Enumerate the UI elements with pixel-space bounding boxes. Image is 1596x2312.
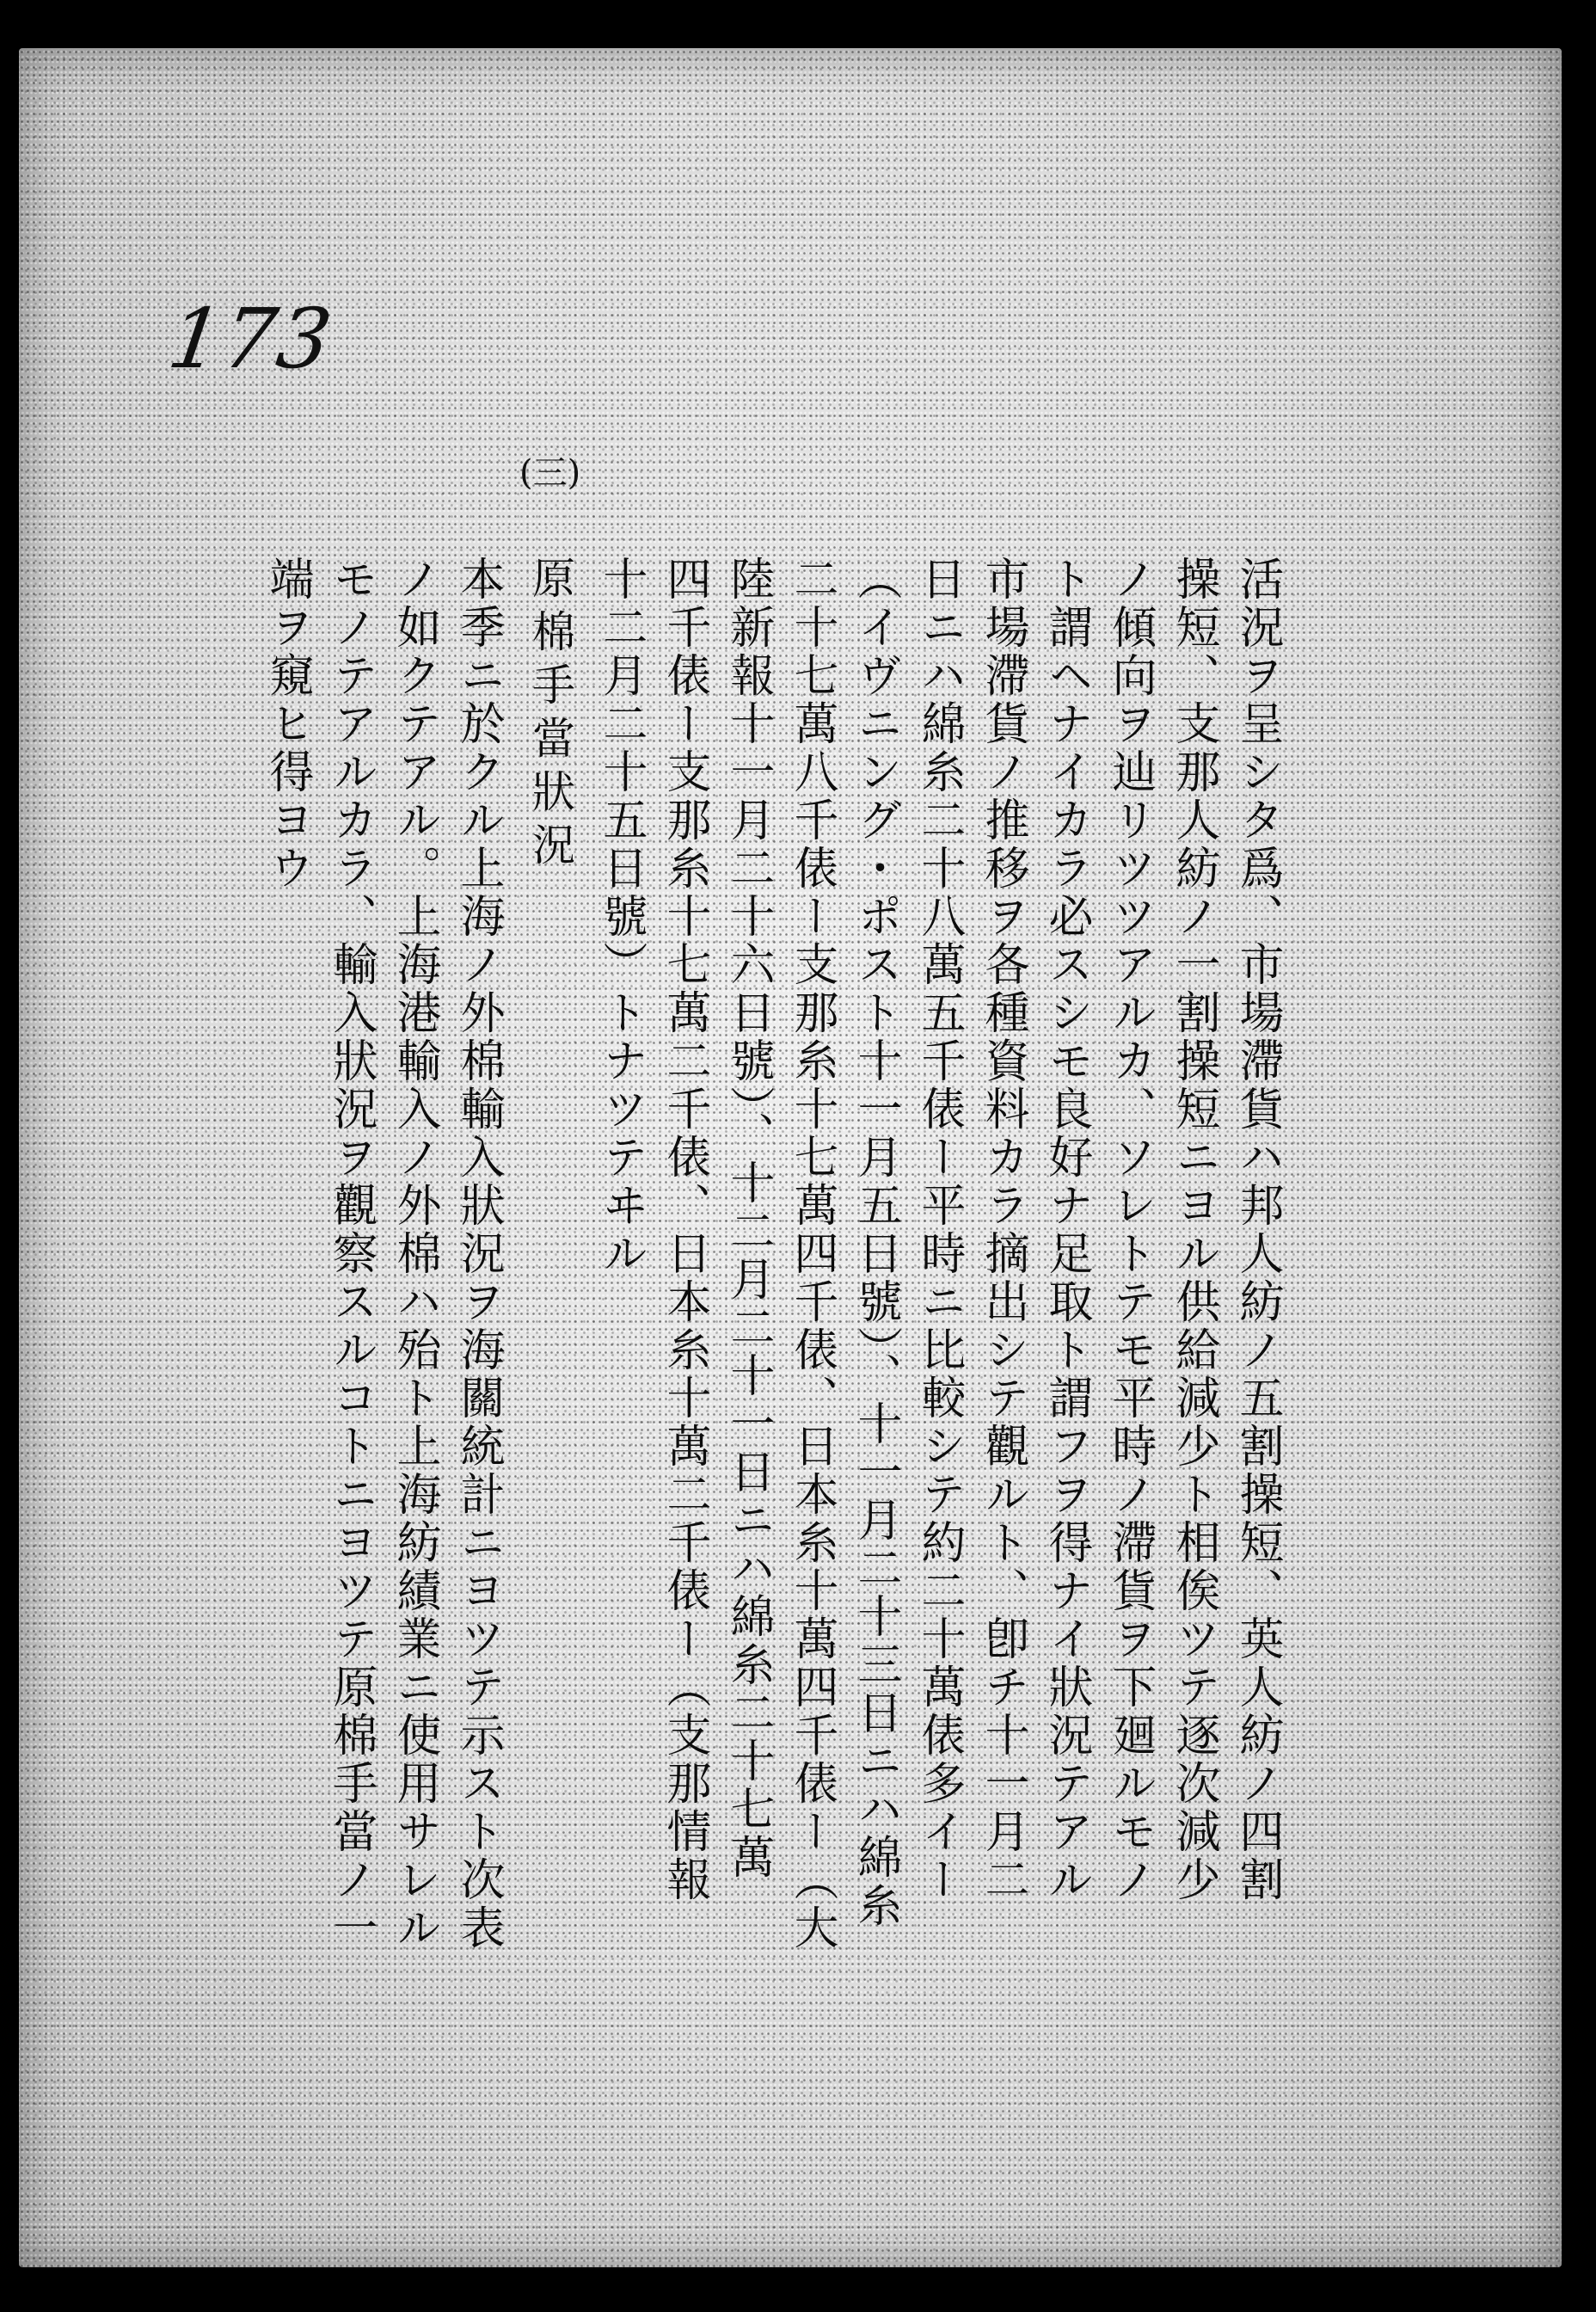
text-column: 十二月二十五日號）トナツテヰル [595, 556, 647, 1278]
text-column: （イヴニング・ポスト十一月五日號）、十一月二十三日ニハ綿糸 [850, 556, 901, 1930]
text-column: 操短、支那人紡ノ一割操短ニヨル供給減少ト相俟ツテ逐次減少 [1168, 556, 1219, 1904]
paper-sheet [19, 48, 1562, 2267]
text-column: 四千俵ー支那糸十七萬二千俵、日本糸十萬二千俵ー（支那情報 [659, 556, 710, 1904]
text-column: 活況ヲ呈シタ爲、市場滯貨ハ邦人紡ノ五割操短、英人紡ノ四割 [1231, 556, 1283, 1904]
handwritten-page-number: 173 [163, 291, 340, 387]
text-column: 二十七萬八千俵ー支那糸十七萬四千俵、日本糸十萬四千俵ー（大 [786, 556, 838, 1952]
text-column: ノ如クテアル。上海港輸入ノ外棉ハ殆ト上海紡績業ニ使用サレル [389, 556, 440, 1952]
section-number: (三) [519, 453, 581, 493]
text-column: ノ傾向ヲ辿リツツアルカ、ソレトテモ平時ノ滯貨ヲ下廻ルモノ [1104, 556, 1156, 1904]
text-column: 本季ニ於クル上海ノ外棉輸入狀況ヲ海關統計ニヨツテ示スト次表 [452, 556, 504, 1952]
text-column: 市場滯貨ノ推移ヲ各種資料カラ摘出シテ觀ルト、卽チ十一月二 [977, 556, 1028, 1904]
section-heading: 原棉手當狀況 [525, 556, 575, 876]
text-column: 陸新報十一月二十六日號）、十二月二十一日ニハ綿糸二十七萬 [722, 556, 774, 1882]
text-column: ト謂ヘナイカラ必スシモ良好ナ足取ト謂フヲ得ナイ狀況テアル [1040, 556, 1092, 1904]
text-column: 端ヲ窺ヒ得ヨウ [261, 556, 313, 893]
text-column: モノテアルカラ、輸入狀況ヲ觀察スルコトニヨツテ原棉手當ノ一 [325, 556, 377, 1952]
text-column: 日ニハ綿糸二十八萬五千俵ー平時ニ比較シテ約二十萬俵多イー [913, 556, 965, 1904]
